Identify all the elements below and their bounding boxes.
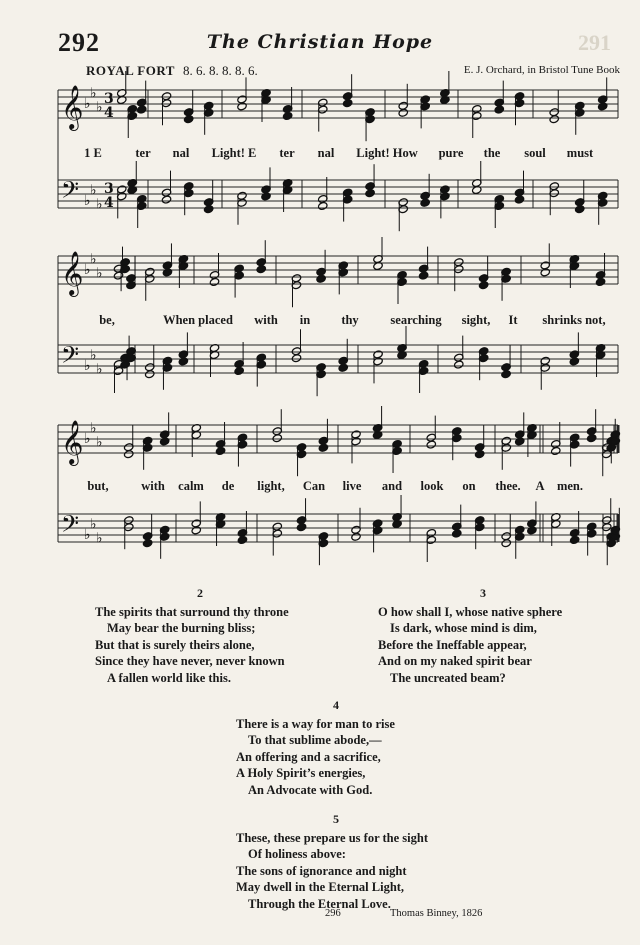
verse-line: Before the Ineffable appear, [378,637,527,652]
lyric-syllable: but, [87,479,109,493]
lyric-syllable: sight, [461,313,491,327]
flat-sign-icon: ♭ [90,516,97,533]
note-head [595,277,605,286]
note-head [501,539,511,548]
verse-line: There is a way for man to rise [236,716,395,731]
lyric-syllable: shrinks not, [542,313,606,327]
verse-line: Of holiness above: [248,847,346,861]
note-head [351,532,361,541]
lyric-syllable: It [508,313,518,327]
lyric-syllable: 1 E [84,146,102,160]
verse-line: A fallen world like this. [107,670,231,685]
lyric-syllable: ter [279,146,295,160]
page-number: 296 [325,908,341,919]
note-head [296,523,306,532]
lyric-syllable: When placed [163,313,233,327]
verse-number: 3 [480,586,486,600]
flat-sign-icon: ♭ [96,434,103,451]
note-head [234,366,244,375]
flat-sign-icon: ♭ [96,99,103,116]
lyric-syllable: men. [556,479,584,493]
tune-credit: E. J. Orchard, in Bristol Tune Book [463,64,620,76]
lyric-syllable: nal [172,146,190,160]
treble-clef-icon: 𝄞 [61,251,84,295]
note-head [569,357,579,366]
note-head [203,205,213,214]
lyric-syllable: Light! How [356,146,418,160]
note-head [454,360,464,369]
note-head [142,539,152,548]
time-signature: 3 [104,91,114,107]
note-head [316,274,326,283]
note-head [575,205,585,214]
flat-sign-icon: ♭ [90,251,97,268]
note-head [191,526,201,535]
flat-sign-icon: ♭ [90,420,97,437]
note-head [145,370,155,379]
lyric-syllable: light, [257,479,285,493]
note-head [338,363,348,372]
note-head [318,201,328,210]
note-head [291,354,301,363]
lyric-syllable: thy [341,313,359,327]
lyric-syllable: soul [524,146,546,160]
flat-sign-icon: ♭ [90,347,97,364]
verse-line: Is dark, whose mind is dim, [390,621,537,635]
flat-sign-icon: ♭ [96,530,103,547]
lyric-syllable: look [420,479,444,493]
hymn-author: Thomas Binney, 1826 [390,908,483,919]
note-head [178,357,188,366]
note-head [126,281,136,290]
time-signature: 4 [104,195,114,211]
lyric-syllable: pure [438,146,464,160]
lyric-syllable: and [381,479,403,493]
note-head [183,115,193,124]
note-head [398,108,408,117]
treble-clef-icon: 𝄞 [61,85,84,129]
flat-sign-icon: ♭ [84,358,91,374]
verse-line: These, these prepare us for the sight [236,830,429,845]
flat-sign-icon: ♭ [84,193,91,209]
bass-clef-icon: 𝄢 [61,341,80,374]
verse-4 [236,697,496,798]
verse-number: 4 [333,698,339,712]
note-head [426,440,436,449]
note-head [515,437,525,446]
verse-line: A Holy Spirit’s energies, [236,766,366,780]
lyric-syllable: Can [302,479,326,493]
note-head [124,450,134,459]
lyric-syllable: thee. [495,479,521,493]
lyric-syllable: de [221,479,235,493]
verse-line: Since they have never, never known [95,654,285,668]
note-head [501,370,511,379]
flat-sign-icon: ♭ [84,96,91,112]
note-head [365,189,375,198]
flat-sign-icon: ♭ [96,196,103,213]
tune-meter: 8. 6. 8. 8. 8. 6. [182,63,258,78]
note-head [527,526,537,535]
note-head [452,529,462,538]
lyric-syllable: searching [390,313,442,327]
note-head [549,115,559,124]
time-signature: 4 [104,105,114,121]
flat-sign-icon: ♭ [84,262,91,278]
verse-line: The spirits that surround thy throne [95,604,289,619]
lyric-syllable: A [535,479,545,493]
verse-line: But that is surely theirs alone, [95,637,255,652]
lyric-syllable: must [566,146,594,160]
verse-number: 2 [197,586,203,600]
note-head [261,192,271,201]
note-head [161,195,171,204]
note-head [597,102,607,111]
note-head [256,265,266,274]
note-head [342,99,352,108]
lyric-syllable: ter [135,146,151,160]
time-signature: 3 [104,181,114,197]
lyric-syllable: live [342,479,362,493]
lyric-syllable: calm [178,479,204,493]
flat-sign-icon: ♭ [84,527,91,543]
hymn-title: The Christian Hope [206,31,434,53]
verse-line: To that sublime abode,— [248,733,382,747]
lyric-syllable: the [483,146,501,160]
note-head [162,268,172,277]
note-head [474,450,484,459]
verse-line: The uncreated beam? [390,670,506,685]
note-head [420,198,430,207]
lyric-syllable: with [254,313,278,327]
verse-line: An offering and a sacrifice, [236,749,381,764]
note-head [514,195,524,204]
note-head [418,271,428,280]
verse-2 [95,585,355,686]
verse-5 [236,811,506,912]
lyric-syllable: be, [99,313,115,327]
note-head [569,535,579,544]
flat-sign-icon: ♭ [84,431,91,447]
flat-sign-icon: ♭ [90,85,97,102]
lyric-syllable: on [462,479,476,493]
verse-line: Through the Eternal Love. [248,896,391,911]
treble-clef-icon: 𝄞 [61,420,84,464]
verse-number: 5 [333,812,339,826]
hymn-number: 292 [58,28,100,57]
flat-sign-icon: ♭ [96,265,103,282]
note-head [272,434,282,443]
verse-line: And on my naked spirit bear [378,654,532,668]
note-head [551,446,561,455]
note-head [136,105,146,114]
lyric-line-3 [62,479,622,494]
note-head [209,277,219,286]
note-head [318,443,328,452]
note-head [478,281,488,290]
lyric-syllable: in [299,313,311,327]
lyric-line-2 [62,313,622,328]
note-head [237,535,247,544]
verse-line: O how shall I, whose native sphere [378,604,563,619]
note-head [215,446,225,455]
verse-line: The sons of ignorance and night [236,863,407,878]
bass-clef-icon: 𝄢 [61,176,80,209]
lyric-line-1 [62,146,622,161]
lyric-syllable: with [141,479,165,493]
note-head [159,437,169,446]
flat-sign-icon: ♭ [90,182,97,199]
verse-line: May dwell in the Eternal Light, [236,880,405,894]
flat-sign-icon: ♭ [96,361,103,378]
note-head [586,434,596,443]
bass-clef-icon: 𝄢 [61,510,80,543]
note-head [494,105,504,114]
note-head [237,102,247,111]
note-head [282,111,292,120]
tune-name: ROYAL FORT [86,63,175,78]
verse-line: May bear the burning bliss; [107,621,256,635]
lyric-syllable: Light! E [211,146,257,160]
verse-3 [378,585,628,686]
verse-line: An Advocate with God. [248,782,373,797]
lyric-syllable: nal [317,146,335,160]
note-head [540,268,550,277]
bleed-through-number: 291 [578,30,611,55]
